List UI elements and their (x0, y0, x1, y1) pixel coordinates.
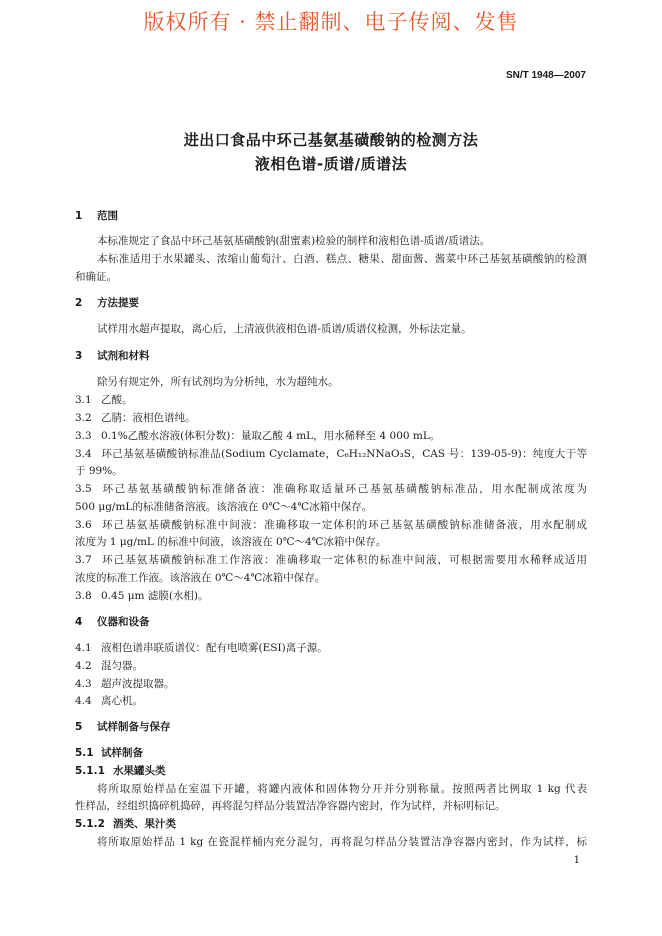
paragraph-continuation: 性样品，经组织捣碎机捣碎，再将混匀样品分装置洁净容器内密封，作为试样，并标明标记。 (75, 800, 506, 812)
list-item: 4.2 混匀器。 (75, 660, 143, 672)
watermark-banner: 版权所有 · 禁止翻制、电子传阅、发售 (143, 10, 519, 34)
section-heading-5: 5 试样制备与保存 (75, 721, 171, 733)
list-item: 3.6 环己基氨基磺酸钠标准中间液：准确移取一定体积的环己基氨基磺酸钠标准储备液，用水配制成 (75, 519, 587, 531)
paragraph: 将所取原始样品在室温下开罐，将罐内液体和固体物分开并分别称量。按照两者比例取 1 kg 代表 (97, 783, 587, 795)
paragraph-continuation: 和确证。 (75, 271, 117, 283)
section-heading-2: 2 方法提要 (75, 297, 139, 309)
list-item: 3.1 乙酸。 (75, 394, 133, 406)
paragraph: 本标准适用于水果罐头、浓缩山葡萄汁、白酒、糕点、糖果、甜面酱、酱菜中环己基氨基磺酸钠的检测 (97, 253, 587, 265)
list-item: 3.4 环己基氨基磺酸钠标准品(Sodium Cyclamate，C₆H₁₂NNaO₃S，CAS 号：139-05-9)：纯度大于等 (75, 448, 587, 460)
subsection-heading-5-1: 5.1 试样制备 (75, 747, 143, 759)
subsection-heading-5-1-1: 5.1.1 水果罐头类 (75, 765, 166, 777)
page-number: 1 (573, 855, 580, 866)
paragraph: 本标准规定了食品中环己基氨基磺酸钠(甜蜜素)检验的制样和液相色谱-质谱/质谱法。 (97, 235, 491, 247)
list-item: 3.3 0.1%乙酸水溶液(体积分数)：量取乙酸 4 mL，用水稀释至 4 000 mL。 (75, 430, 441, 442)
list-item-continuation: 500 μg/mL的标准储备溶液。该溶液在 0℃～4℃冰箱中保存。 (75, 501, 373, 513)
list-item: 3.7 环己基氨基磺酸钠标准工作溶液：准确移取一定体积的标准中间液，可根据需要用水稀释成适用 (75, 554, 587, 566)
paragraph: 试样用水超声提取，离心后，上清液供液相色谱-质谱/质谱仪检测，外标法定量。 (97, 323, 472, 335)
paragraph: 将所取原始样品 1 kg 在瓷混样桶内充分混匀，再将混匀样品分装置洁净容器内密封，作为试样，标 (97, 836, 587, 848)
paragraph: 除另有规定外，所有试剂均为分析纯，水为超纯水。 (97, 376, 339, 388)
list-item-continuation: 浓度为 1 μg/mL 的标准中间液，该溶液在 0℃～4℃冰箱中保存。 (75, 536, 387, 548)
list-item: 4.4 离心机。 (75, 695, 143, 707)
list-item-continuation: 浓度的标准工作液。该溶液在 0℃～4℃冰箱中保存。 (75, 572, 326, 584)
list-item: 4.3 超声波提取器。 (75, 678, 175, 690)
list-item: 3.8 0.45 μm 滤膜(水相)。 (75, 590, 209, 602)
page-title: 进出口食品中环己基氨基磺酸钠的检测方法 (183, 131, 479, 149)
section-heading-1: 1 范围 (75, 210, 118, 222)
list-item: 3.2 乙腈：液相色谱纯。 (75, 412, 196, 424)
list-item-continuation: 于 99%。 (75, 465, 123, 477)
list-item: 4.1 液相色谱串联质谱仪：配有电喷雾(ESI)离子源。 (75, 642, 328, 654)
section-heading-3: 3 试剂和材料 (75, 350, 150, 362)
standard-code: SN/T 1948—2007 (505, 70, 586, 81)
list-item: 3.5 环己基氨基磺酸钠标准储备液：准确称取适量环己基氨基磺酸钠标准品，用水配制成浓度为 (75, 483, 587, 495)
subsection-heading-5-1-2: 5.1.2 酒类、果汁类 (75, 818, 176, 830)
section-heading-4: 4 仪器和设备 (75, 616, 150, 628)
page-subtitle: 液相色谱-质谱/质谱法 (254, 155, 408, 173)
